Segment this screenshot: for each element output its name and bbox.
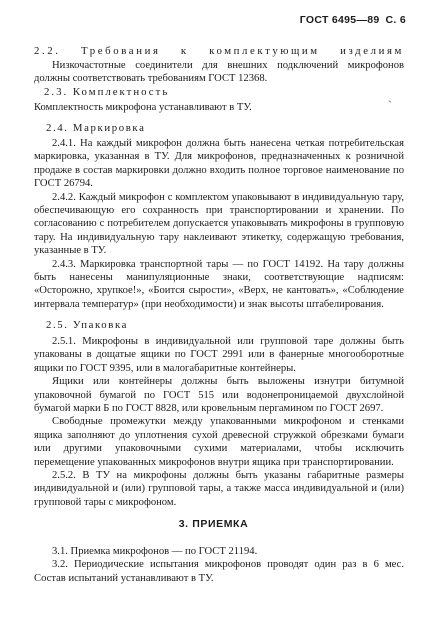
paragraph-2-4-1: 2.4.1. На каждый микрофон должна быть нанесена четкая потребительская маркировка, указанная в ТУ. Для микрофонов, предназначенных к розничной продаже в состав маркировки должно входить полное торговое наименование по ГОСТ 26794.: [34, 138, 404, 190]
section-heading-2-5: 2.5. Упаковка: [46, 319, 129, 331]
paragraph-2-5-1b: Ящики или контейнеры должны быть выложены изнутри битумной упаковочной бумагой по ГОСТ 515 или водонепроницаемой двухслойной бумагой марки Б по ГОСТ 8828, или кровельным пергамином по ГОСТ 2697.: [34, 376, 404, 415]
paragraph-2-5-2: 2.5.2. В ТУ на микрофоны должны быть указаны габаритные размеры индивидуальной и (или) групповой тары, а также масса индивидуальной и (или) групповой тары с микрофоном.: [34, 470, 404, 508]
section-3-text: [34, 545, 404, 585]
section-2-2-text: [34, 59, 404, 86]
paragraph-3-1: 3.1. Приемка микрофонов — по ГОСТ 21194.: [52, 546, 258, 557]
section-2-5-text: [34, 335, 404, 509]
paragraph: Комплектность микрофона устанавливают в ТУ.: [34, 102, 252, 113]
paragraph-2-4-3: 2.4.3. Маркировка транспортной тары — по ГОСТ 14192. На тару должны быть нанесены манипуляционные знаки, соответствующие надписям: «Осторожно, хрупкое!», «Боится сырости», «Верх, не кантовать», «Соблюдение интервала температур» (при необходимости) и знак высоты штабелирования.: [34, 258, 404, 310]
paragraph-2-4-2: 2.4.2. Каждый микрофон с комплектом упаковывают в индивидуальную тару, обеспечивающую его сохранность при транспортировании и хранении. По согласованию с потребителем допускается упаковывать микрофоны в групповую тару. На индивидуальную тару наклеивают этикетку, содержащую требования, указанные в ТУ.: [34, 191, 404, 257]
paragraph-2-5-1c: Свободные промежутки между упакованными микрофоном и стенками ящика заполняют до уплотнения сухой древесной стружкой обрезками бумаги или другими упаковочными сухими материалами, чтобы исключить перемещение упакованных микрофонов внутри ящика при транспортировании.: [34, 416, 404, 468]
paragraph-2-5-1: 2.5.1. Микрофоны в индивидуальной или групповой таре должны быть упакованы в дощатые ящики по ГОСТ 2991 или в фанерные многооборотные ящики по ГОСТ 9395, или в малогабаритные контейнеры.: [34, 336, 404, 374]
paragraph: Низкочастотные соединители для внешних подключений микрофонов должны соответствовать требованиям ГОСТ 12368.: [34, 60, 404, 85]
section-2-3-text: [34, 101, 404, 114]
page-number: С. 6: [385, 14, 406, 26]
standard-number: ГОСТ 6495—89: [299, 14, 380, 26]
section-heading-2-4: 2.4. Маркировка: [46, 122, 146, 134]
page-header: [300, 14, 406, 26]
section-title-3: 3. ПРИЕМКА: [178, 518, 249, 530]
section-heading-2-3: 2.3. Комплектность: [44, 86, 170, 98]
section-heading-2-2: 2.2. Требования к комплектующим изделиям: [34, 45, 404, 57]
scan-mark: ˋ: [388, 98, 392, 112]
paragraph-3-2: 3.2. Периодические испытания микрофонов проводят один раз в 6 мес. Состав испытаний устанавливают в ТУ.: [34, 559, 404, 584]
section-2-4-text: [34, 137, 404, 311]
